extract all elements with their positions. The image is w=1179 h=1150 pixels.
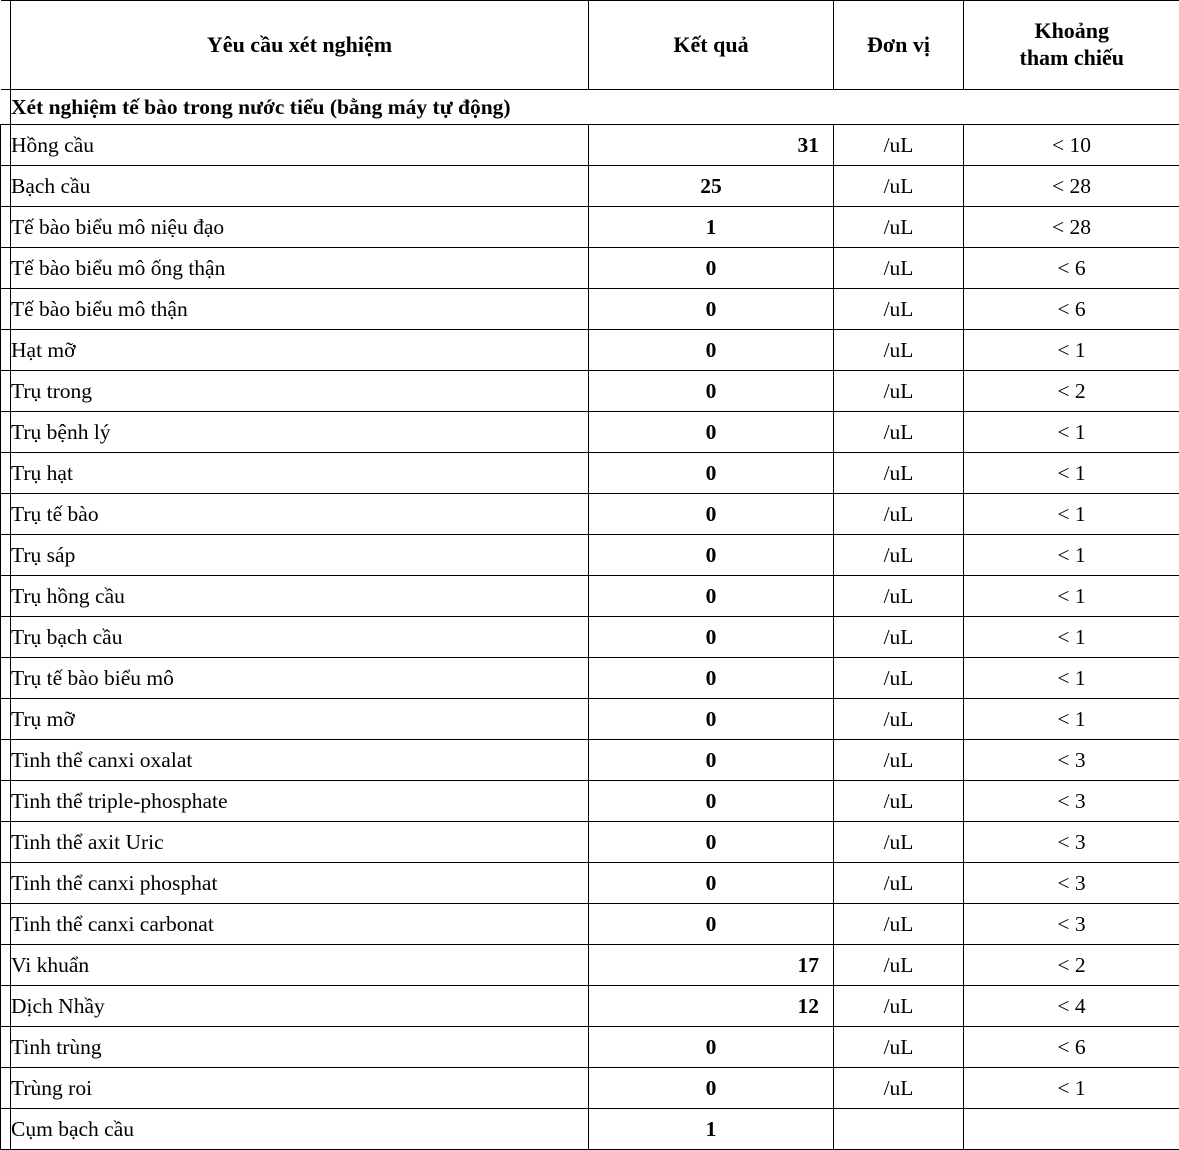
test-name-cell: Trụ tế bào biểu mô [11,658,589,699]
row-index-cell [1,166,11,207]
table-row [1,248,1179,289]
unit-cell: /uL [834,740,964,781]
table-row [1,494,1179,535]
unit-cell: /uL [834,1027,964,1068]
table-row [1,125,1179,166]
table-row [1,289,1179,330]
unit-cell: /uL [834,1068,964,1109]
unit-cell: /uL [834,535,964,576]
reference-range-cell: < 1 [964,330,1179,371]
result-value-cell: 0 [589,289,834,330]
test-name-cell: Trụ bệnh lý [11,412,589,453]
reference-range-cell: < 28 [964,207,1179,248]
table-row [1,863,1179,904]
test-name-cell: Tinh thể axit Uric [11,822,589,863]
table-row [1,617,1179,658]
unit-cell [834,1109,964,1150]
unit-cell: /uL [834,617,964,658]
row-index-cell [1,822,11,863]
test-name-cell: Hạt mỡ [11,330,589,371]
row-index-cell [1,125,11,166]
result-value-cell: 0 [589,740,834,781]
reference-range-cell: < 1 [964,658,1179,699]
row-index-cell [1,617,11,658]
table-row [1,412,1179,453]
test-name-cell: Tinh thể triple-phosphate [11,781,589,822]
reference-range-cell: < 10 [964,125,1179,166]
unit-cell: /uL [834,207,964,248]
reference-range-cell: < 28 [964,166,1179,207]
row-index-cell [1,207,11,248]
unit-cell: /uL [834,986,964,1027]
result-value-cell: 0 [589,781,834,822]
table-body [1,90,1179,1150]
unit-cell: /uL [834,904,964,945]
reference-range-cell: < 1 [964,617,1179,658]
row-index-cell [1,453,11,494]
result-value-cell: 25 [589,166,834,207]
reference-range-cell: < 1 [964,576,1179,617]
test-name-cell: Tinh thể canxi oxalat [11,740,589,781]
test-name-cell: Tế bào biểu mô thận [11,289,589,330]
reference-range-cell: < 3 [964,904,1179,945]
result-value-cell: 0 [589,1027,834,1068]
row-index-cell [1,904,11,945]
test-name-cell: Trụ bạch cầu [11,617,589,658]
row-index-cell [1,1068,11,1109]
row-index-cell [1,535,11,576]
reference-range-cell: < 1 [964,699,1179,740]
table-row [1,822,1179,863]
unit-cell: /uL [834,453,964,494]
reference-range-cell: < 1 [964,412,1179,453]
unit-cell: /uL [834,166,964,207]
result-value-cell: 1 [589,1109,834,1150]
result-value-cell: 0 [589,658,834,699]
test-name-cell: Tinh thể canxi phosphat [11,863,589,904]
result-value-cell: 17 [589,945,834,986]
table-header [1,1,1179,90]
row-index-cell [1,494,11,535]
result-value-cell: 0 [589,863,834,904]
table-row [1,1068,1179,1109]
unit-cell: /uL [834,125,964,166]
header-row [1,1,1179,90]
unit-cell: /uL [834,330,964,371]
row-index-cell [1,986,11,1027]
test-name-cell: Tinh thể canxi carbonat [11,904,589,945]
result-value-cell: 31 [589,125,834,166]
unit-cell: /uL [834,658,964,699]
result-value-cell: 0 [589,412,834,453]
reference-range-cell: < 2 [964,371,1179,412]
test-name-cell: Trụ sáp [11,535,589,576]
section-title-row [1,90,1179,125]
test-name-cell: Trùng roi [11,1068,589,1109]
column-header-reference-range [964,1,1179,90]
test-name-cell: Tinh trùng [11,1027,589,1068]
test-name-cell: Trụ hạt [11,453,589,494]
reference-range-cell: < 1 [964,453,1179,494]
result-value-cell: 0 [589,371,834,412]
reference-range-line2: tham chiếu [964,45,1179,72]
row-index-cell [1,781,11,822]
test-name-cell: Dịch Nhầy [11,986,589,1027]
test-name-cell: Trụ trong [11,371,589,412]
test-name-cell: Tế bào biểu mô niệu đạo [11,207,589,248]
result-value-cell: 0 [589,822,834,863]
test-name-cell: Trụ tế bào [11,494,589,535]
row-index-cell [1,699,11,740]
reference-range-cell: < 3 [964,740,1179,781]
table-row [1,699,1179,740]
result-value-cell: 0 [589,904,834,945]
result-value-cell: 0 [589,617,834,658]
row-index-cell [1,330,11,371]
reference-range-cell: < 6 [964,248,1179,289]
column-header-test-name: Yêu cầu xét nghiệm [11,1,589,90]
test-name-cell: Bạch cầu [11,166,589,207]
table-row [1,904,1179,945]
reference-range-cell: < 1 [964,494,1179,535]
result-value-cell: 0 [589,1068,834,1109]
table-row [1,945,1179,986]
reference-range-cell: < 6 [964,289,1179,330]
table-row [1,986,1179,1027]
table-row [1,781,1179,822]
unit-cell: /uL [834,576,964,617]
reference-range-cell: < 4 [964,986,1179,1027]
result-value-cell: 0 [589,699,834,740]
result-value-cell: 1 [589,207,834,248]
unit-cell: /uL [834,863,964,904]
test-name-cell: Vi khuẩn [11,945,589,986]
result-value-cell: 0 [589,576,834,617]
row-index-cell [1,658,11,699]
unit-cell: /uL [834,781,964,822]
test-name-cell: Cụm bạch cầu [11,1109,589,1150]
unit-cell: /uL [834,822,964,863]
unit-cell: /uL [834,371,964,412]
unit-cell: /uL [834,289,964,330]
row-index-cell [1,371,11,412]
table-row [1,453,1179,494]
column-header-unit: Đơn vị [834,1,964,90]
section-title: Xét nghiệm tế bào trong nước tiểu (bằng máy tự động) [11,90,1179,125]
reference-range-cell [964,1109,1179,1150]
table-row [1,330,1179,371]
result-value-cell: 0 [589,248,834,289]
test-name-cell: Tế bào biểu mô ống thận [11,248,589,289]
table-row [1,371,1179,412]
unit-cell: /uL [834,248,964,289]
table-row [1,658,1179,699]
row-index-cell [1,863,11,904]
result-value-cell: 12 [589,986,834,1027]
row-index-cell [1,412,11,453]
row-index-cell [1,1109,11,1150]
unit-cell: /uL [834,945,964,986]
reference-range-cell: < 3 [964,863,1179,904]
reference-range-cell: < 1 [964,535,1179,576]
result-value-cell: 0 [589,535,834,576]
reference-range-cell: < 1 [964,1068,1179,1109]
test-name-cell: Trụ mỡ [11,699,589,740]
unit-cell: /uL [834,412,964,453]
table-row [1,740,1179,781]
row-index-cell [1,740,11,781]
unit-cell: /uL [834,699,964,740]
reference-range-cell: < 6 [964,1027,1179,1068]
reference-range-cell: < 3 [964,822,1179,863]
table-row [1,166,1179,207]
test-name-cell: Hồng cầu [11,125,589,166]
result-value-cell: 0 [589,453,834,494]
test-name-cell: Trụ hồng cầu [11,576,589,617]
table-row [1,207,1179,248]
reference-range-cell: < 2 [964,945,1179,986]
row-index-cell [1,1027,11,1068]
result-value-cell: 0 [589,494,834,535]
result-value-cell: 0 [589,330,834,371]
reference-range-line1: Khoảng [964,18,1179,45]
table-row [1,1109,1179,1150]
unit-cell: /uL [834,494,964,535]
column-header-index [1,1,11,90]
column-header-result: Kết quả [589,1,834,90]
row-index-cell [1,945,11,986]
table-row [1,1027,1179,1068]
table-row [1,535,1179,576]
section-index-cell [1,90,11,125]
row-index-cell [1,289,11,330]
table-row [1,576,1179,617]
row-index-cell [1,248,11,289]
reference-range-cell: < 3 [964,781,1179,822]
row-index-cell [1,576,11,617]
